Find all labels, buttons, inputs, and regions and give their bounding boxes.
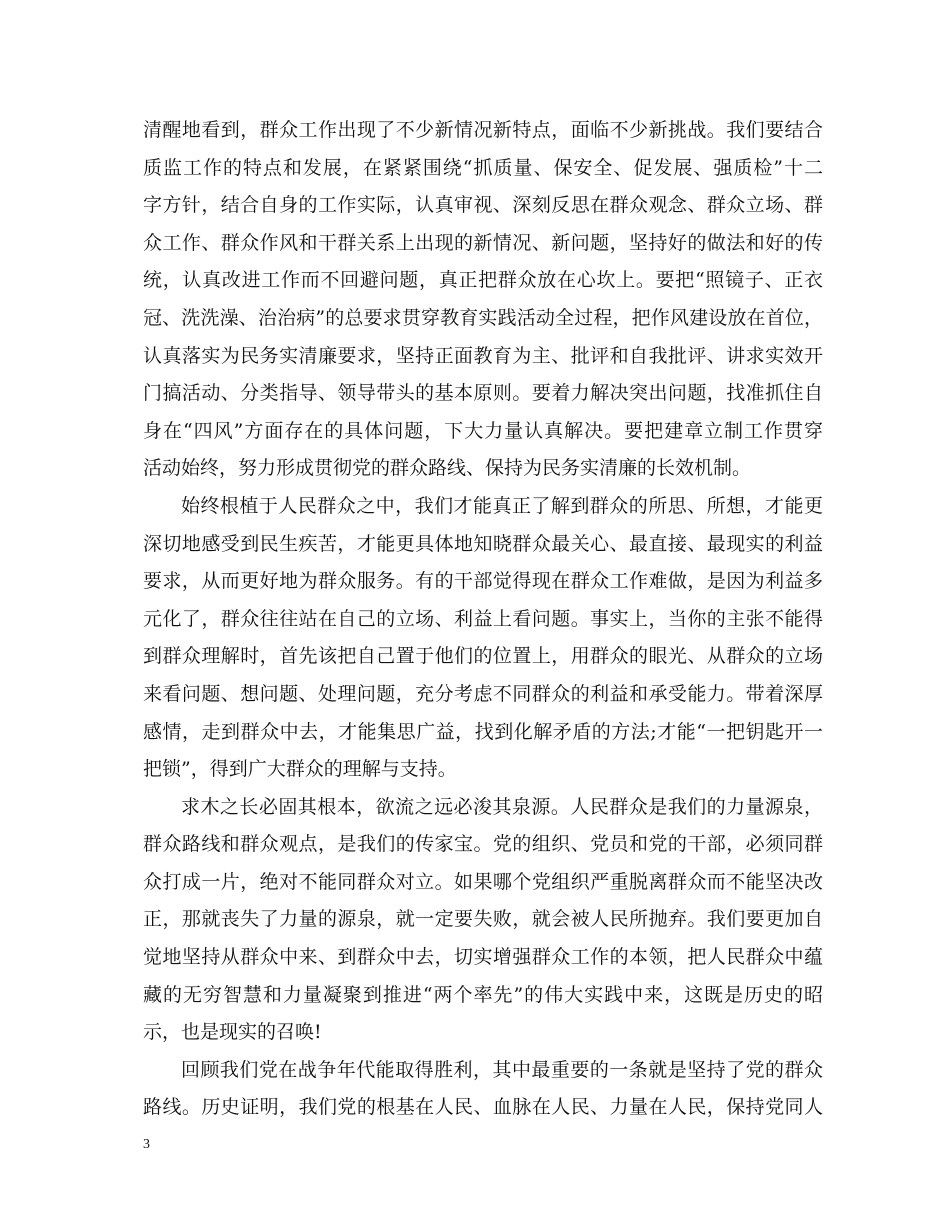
text-line: 觉地坚持从群众中来、到群众中去，切实增强群众工作的本领，把人民群众中蕴 xyxy=(143,946,823,969)
text-line: 示，也是现实的召唤! xyxy=(143,1021,322,1044)
text-line: 求木之长必固其根本，欲流之远必浚其泉源。人民群众是我们的力量源泉， xyxy=(181,795,823,818)
text-line: 深切地感受到民生疾苦，才能更具体地知晓群众最关心、最直接、最现实的利益 xyxy=(143,532,823,555)
text-line: 冠、洗洗澡、治治病”的总要求贯穿教育实践活动全过程，把作风建设放在首位， xyxy=(143,306,823,329)
text-line: 路线。历史证明，我们党的根基在人民、血脉在人民、力量在人民，保持党同人 xyxy=(143,1096,823,1119)
text-line: 质监工作的特点和发展，在紧紧围绕“抓质量、保安全、促发展、强质检”十二 xyxy=(143,156,823,179)
text-line: 身在“四风”方面存在的具体问题，下大力量认真解决。要把建章立制工作贯穿 xyxy=(143,419,823,442)
page-number: 3 xyxy=(143,1137,150,1152)
text-line: 回顾我们党在战争年代能取得胜利，其中最重要的一条就是坚持了党的群众 xyxy=(181,1058,823,1081)
text-line: 元化了，群众往往站在自己的立场、利益上看问题。事实上，当你的主张不能得 xyxy=(143,607,823,630)
text-line: 到群众理解时，首先该把自己置于他们的位置上，用群众的眼光、从群众的立场 xyxy=(143,645,823,668)
text-line: 众打成一片，绝对不能同群众对立。如果哪个党组织严重脱离群众而不能坚决改 xyxy=(143,870,823,893)
text-line: 群众路线和群众观点，是我们的传家宝。党的组织、党员和党的干部，必须同群 xyxy=(143,833,823,856)
text-line: 统，认真改进工作而不回避问题，真正把群众放在心坎上。要把“照镜子、正衣 xyxy=(143,269,823,292)
text-line: 正，那就丧失了力量的源泉，就一定要失败，就会被人民所抛弃。我们要更加自 xyxy=(143,908,823,931)
text-line: 认真落实为民务实清廉要求，坚持正面教育为主、批评和自我批评、讲求实效开 xyxy=(143,344,823,367)
text-line: 门搞活动、分类指导、领导带头的基本原则。要着力解决突出问题，找准抓住自 xyxy=(143,382,823,405)
text-line: 把锁”，得到广大群众的理解与支持。 xyxy=(143,758,457,781)
text-line: 来看问题、想问题、处理问题，充分考虑不同群众的利益和承受能力。带着深厚 xyxy=(143,682,823,705)
paragraph xyxy=(143,789,823,1052)
text-line: 感情，走到群众中去，才能集思广益，找到化解矛盾的方法;才能“一把钥匙开一 xyxy=(143,720,823,743)
paragraph xyxy=(143,112,823,488)
paragraph xyxy=(143,488,823,789)
text-line: 字方针，结合自身的工作实际，认真审视、深刻反思在群众观念、群众立场、群 xyxy=(143,194,823,217)
text-line: 要求，从而更好地为群众服务。有的干部觉得现在群众工作难做，是因为利益多 xyxy=(143,570,823,593)
paragraph xyxy=(143,1052,823,1127)
body-text xyxy=(143,112,823,1127)
text-line: 活动始终，努力形成贯彻党的群众路线、保持为民务实清廉的长效机制。 xyxy=(143,457,752,480)
text-line: 众工作、群众作风和干群关系上出现的新情况、新问题，坚持好的做法和好的传 xyxy=(143,231,823,254)
text-line: 始终根植于人民群众之中，我们才能真正了解到群众的所思、所想，才能更 xyxy=(181,494,823,517)
text-line: 清醒地看到，群众工作出现了不少新情况新特点，面临不少新挑战。我们要结合 xyxy=(143,119,823,141)
text-line: 藏的无穷智慧和力量凝聚到推进“两个率先”的伟大实践中来，这既是历史的昭 xyxy=(143,983,823,1006)
